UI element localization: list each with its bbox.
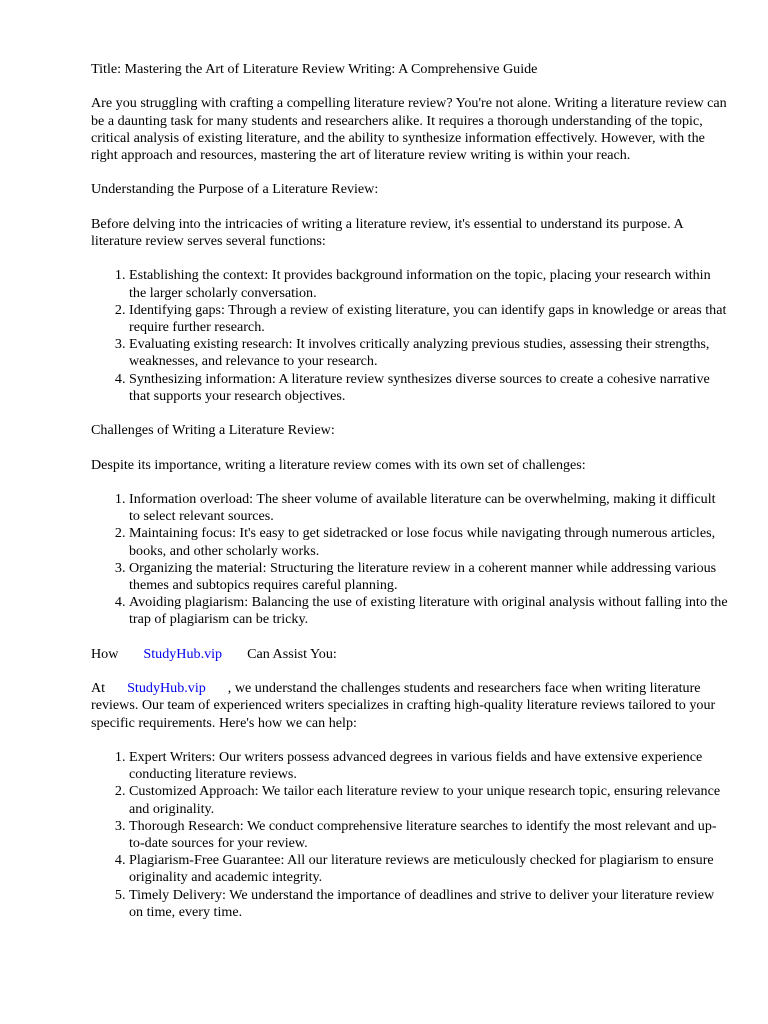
help-lead-paragraph <box>91 680 728 732</box>
intro-paragraph: Are you struggling with crafting a compelling literature review? You're not alone. Writing a literature review can be a daunting task for many students and researchers alike. It requires a thorough understanding of the topic, critical analysis of existing literature, and the ability to synthesize information effectively. However, with the right approach and resources, mastering the art of literature review writing is within your reach. <box>91 95 727 163</box>
list-item: 5. Timely Delivery: We understand the importance of deadlines and strive to deliver your literature review on time, every time. <box>129 887 728 921</box>
list-item: 3. Evaluating existing research: It involves critically analyzing previous studies, assessing their strengths, weaknesses, and relevance to your research. <box>129 336 728 370</box>
list-item: 2. Identifying gaps: Through a review of existing literature, you can identify gaps in knowledge or areas that require further research. <box>129 302 728 336</box>
purpose-list <box>91 267 728 405</box>
list-item: 3. Organizing the material: Structuring the literature review in a coherent manner while addressing various themes and subtopics requires careful planning. <box>129 560 728 594</box>
purpose-lead-paragraph: Before delving into the intricacies of writing a literature review, it's essential to understand its purpose. A literature review serves several functions: <box>91 215 683 249</box>
list-item: 4. Plagiarism-Free Guarantee: All our literature reviews are meticulously checked for plagiarism to ensure originality and academic integrity. <box>129 852 728 886</box>
list-item: 1. Expert Writers: Our writers possess advanced degrees in various fields and have extensive experience conducting literature reviews. <box>129 749 728 783</box>
help-lead-suffix: , we understand the challenges students and researchers face when writing literature reviews. Our team of experienced writers specializes in crafting high-quality literature reviews tailored to your specific requirements. Here's how we can help: <box>91 680 716 731</box>
studyhub-link[interactable]: StudyHub.vip <box>127 680 206 697</box>
list-item: 2. Customized Approach: We tailor each literature review to your unique research topic, ensuring relevance and originality. <box>129 783 728 817</box>
list-item: 2. Maintaining focus: It's easy to get sidetracked or lose focus while navigating through numerous articles, books, and other scholarly works. <box>129 525 728 559</box>
list-item: 1. Establishing the context: It provides background information on the topic, placing your research within the larger scholarly conversation. <box>129 267 728 301</box>
challenges-lead-paragraph: Despite its importance, writing a literature review comes with its own set of challenges: <box>91 456 586 473</box>
list-item: 4. Synthesizing information: A literature review synthesizes diverse sources to create a cohesive narrative that supports your research objectives. <box>129 371 728 405</box>
help-heading-prefix: How <box>91 645 119 662</box>
list-item: 1. Information overload: The sheer volume of available literature can be overwhelming, making it difficult to select relevant sources. <box>129 491 728 525</box>
challenges-list <box>91 491 728 629</box>
purpose-heading: Understanding the Purpose of a Literature Review: <box>91 181 379 198</box>
help-heading <box>91 646 728 663</box>
help-heading-suffix: Can Assist You: <box>247 645 337 662</box>
help-lead-prefix: At <box>91 680 106 697</box>
list-item: 3. Thorough Research: We conduct comprehensive literature searches to identify the most relevant and up-to-date sources for your review. <box>129 818 728 852</box>
challenges-heading: Challenges of Writing a Literature Review: <box>91 422 335 439</box>
studyhub-link[interactable]: StudyHub.vip <box>143 645 223 662</box>
document-title: Title: Mastering the Art of Literature Review Writing: A Comprehensive Guide <box>91 61 538 77</box>
help-list <box>91 749 728 921</box>
list-item: 4. Avoiding plagiarism: Balancing the use of existing literature with original analysis without falling into the trap of plagiarism can be tricky. <box>129 594 728 628</box>
